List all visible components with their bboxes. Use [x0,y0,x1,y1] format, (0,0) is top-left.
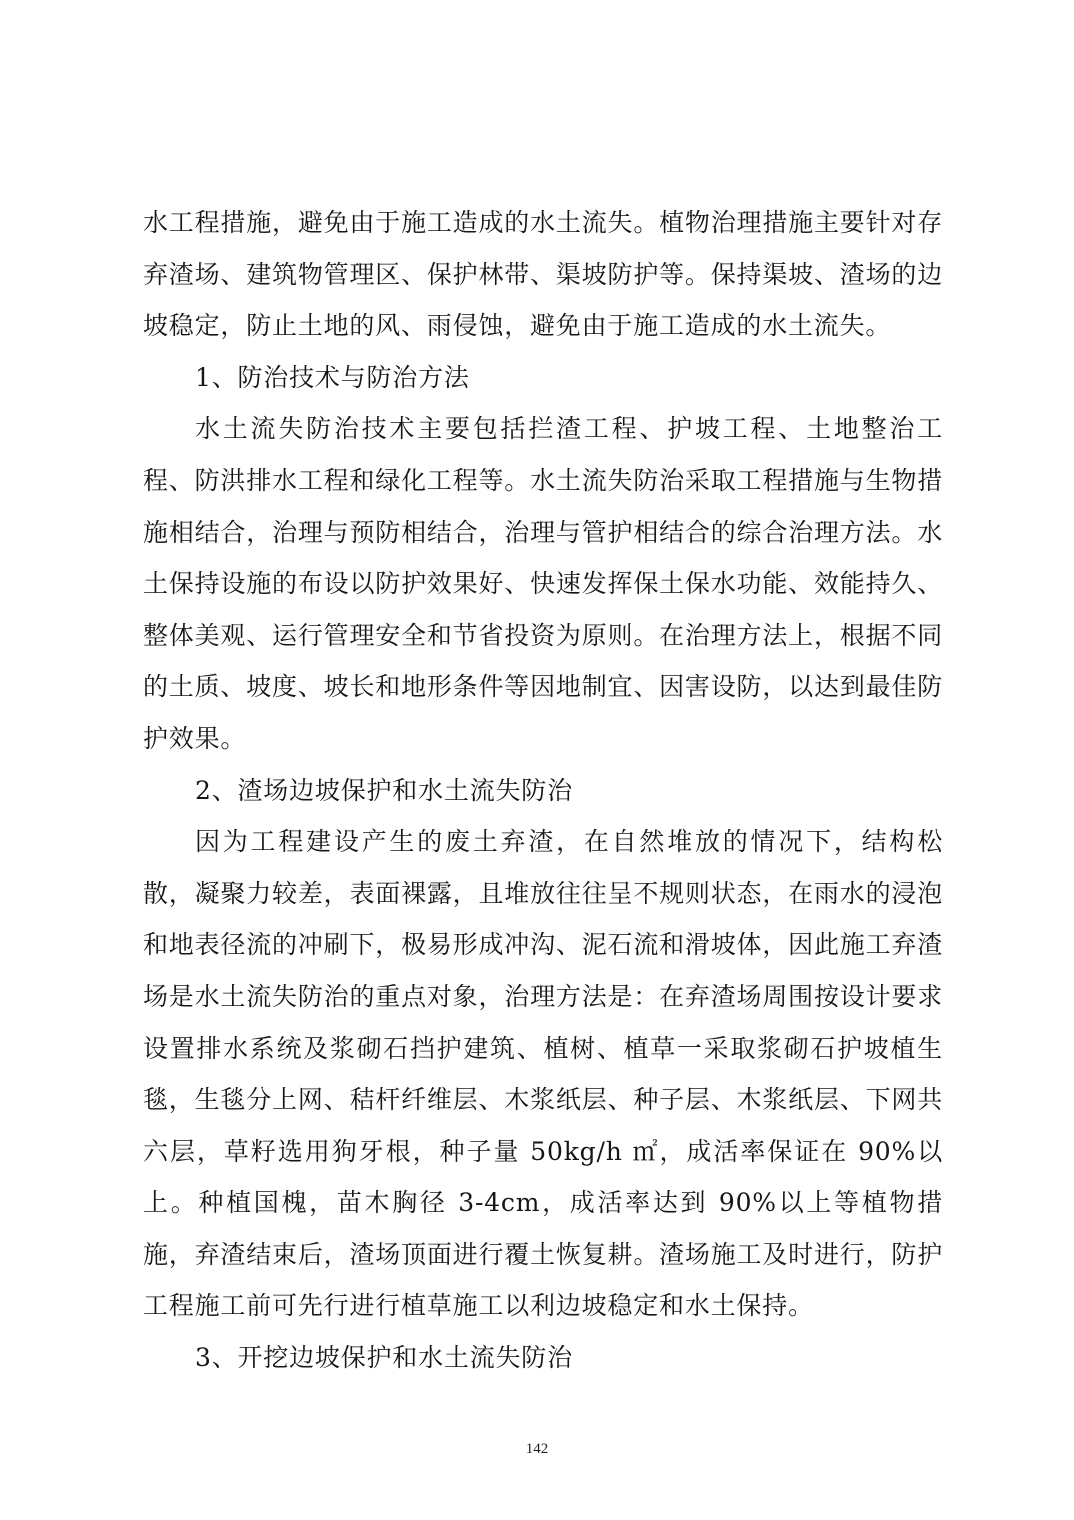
page-number: 142 [525,1441,549,1457]
section-heading-1: 1、防治技术与防治方法 [195,362,470,392]
body-text [143,197,943,1384]
section-heading-3: 3、开挖边坡保护和水土流失防治 [195,1343,573,1373]
paragraph-continuation: 水工程措施，避免由于施工造成的水土流失。植物治理措施主要针对存弃渣场、建筑物管理区、保护林带、渠坡防护等。保持渠坡、渣场的边坡稳定，防止土地的风、雨侵蚀，避免由于施工造成的水土流失。 [143,208,943,341]
section-heading-2: 2、渣场边坡保护和水土流失防治 [195,775,573,805]
paragraph-prevention-techniques: 水土流失防治技术主要包括拦渣工程、护坡工程、土地整治工程、防洪排水工程和绿化工程等。水土流失防治采取工程措施与生物措施相结合，治理与预防相结合，治理与管护相结合的综合治理方法。水土保持设施的布设以防护效果好、快速发挥保土保水功能、效能持久、整体美观、运行管理安全和节省投资为原则。在治理方法上，根据不同的土质、坡度、坡长和地形条件等因地制宜、因害设防，以达到最佳防护效果。 [143,414,943,753]
paragraph-spoil-slope: 因为工程建设产生的废土弃渣，在自然堆放的情况下，结构松散，凝聚力较差，表面裸露，且堆放往往呈不规则状态，在雨水的浸泡和地表径流的冲刷下，极易形成冲沟、泥石流和滑坡体，因此施工弃渣场是水土流失防治的重点对象，治理方法是：在弃渣场周围按设计要求设置排水系统及浆砌石挡护建筑、植树、植草一采取浆砌石护坡植生毯，生毯分上网、秸杆纤维层、木浆纸层、种子层、木浆纸层、下网共六层，草籽选用狗牙根，种子量 50kg/h ㎡，成活率保证在 90%以上。种植国槐，苗木胸径 3-4cm，成活率达到 90%以上等植物措施，弃渣结束后，渣场顶面进行覆土恢复耕。渣场施工及时进行，防护工程施工前可先行进行植草施工以利边坡稳定和水土保持。 [143,827,943,1321]
